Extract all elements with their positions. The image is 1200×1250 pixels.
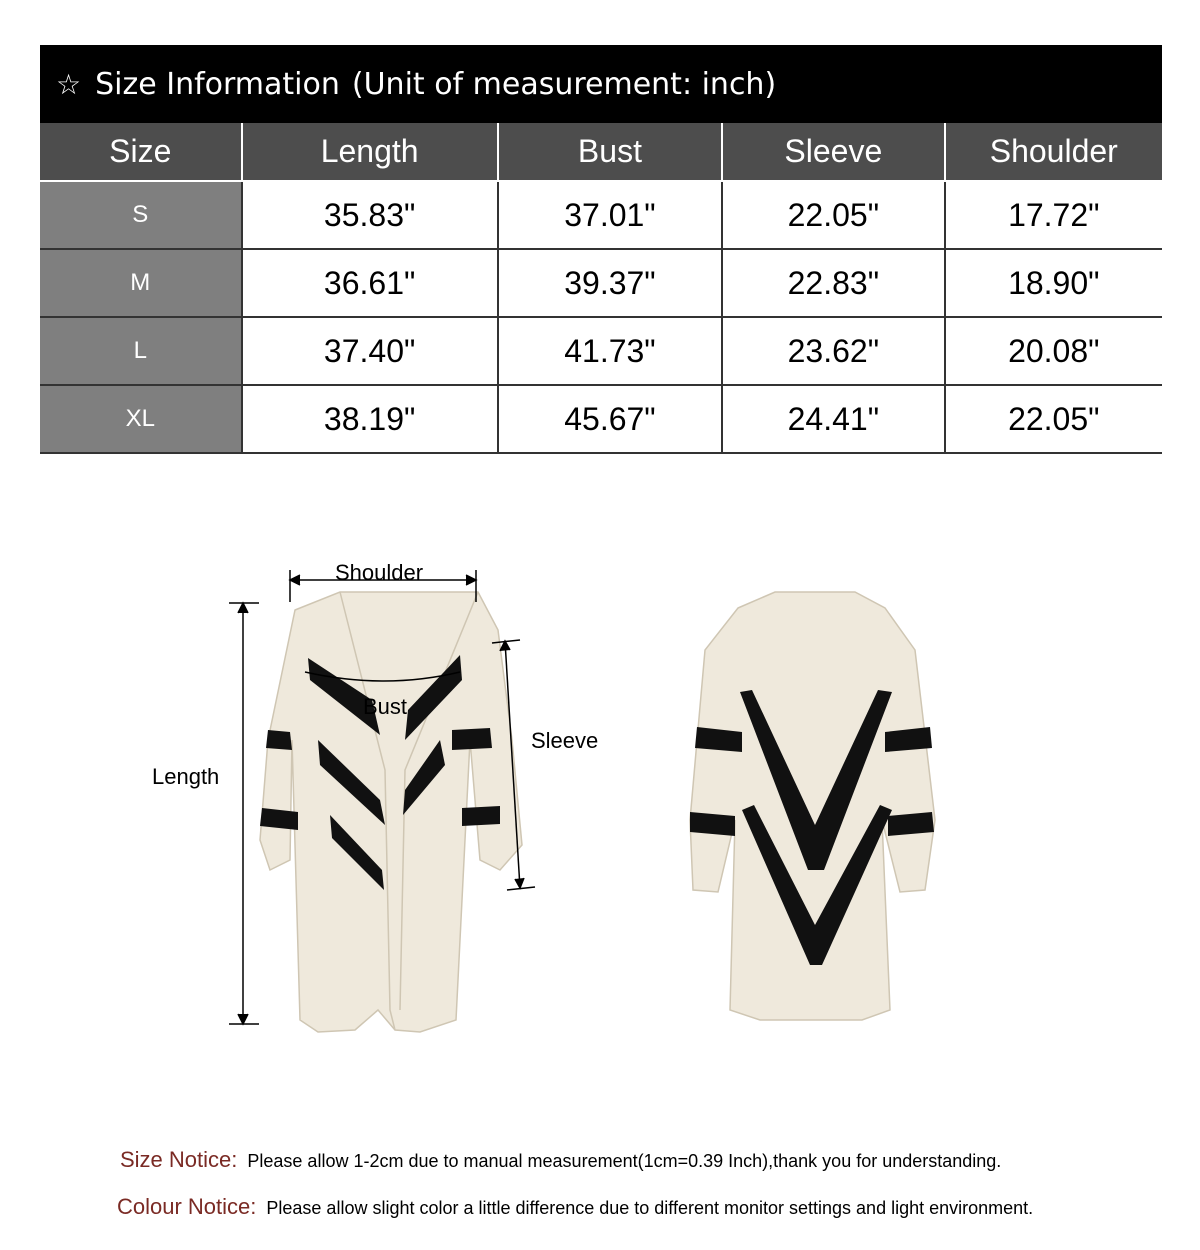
table-unit: (Unit of measurement: inch) [351, 66, 777, 102]
shoulder-cell: 22.05" [944, 386, 1162, 452]
table-row [40, 318, 1162, 386]
bust-cell: 45.67" [497, 386, 721, 452]
column-header-row [40, 123, 1162, 182]
shoulder-label: Shoulder [335, 560, 424, 585]
table-row [40, 250, 1162, 318]
table-row [40, 182, 1162, 250]
back-cardigan-image [690, 592, 935, 1020]
column-header-size: Size [40, 123, 241, 180]
colour-notice-title: Colour Notice: [117, 1194, 257, 1219]
size-cell: XL [40, 386, 241, 452]
colour-notice [117, 1194, 1033, 1220]
size-cell: M [40, 250, 241, 316]
table-title-bar [40, 45, 1162, 123]
shoulder-cell: 18.90" [944, 250, 1162, 316]
bust-cell: 41.73" [497, 318, 721, 384]
measurement-diagram [0, 540, 1200, 1060]
length-cell: 36.61" [241, 250, 497, 316]
sleeve-cell: 23.62" [721, 318, 943, 384]
bust-label: Bust [363, 694, 408, 719]
length-cell: 35.83" [241, 182, 497, 248]
size-notice [120, 1147, 1001, 1173]
front-cardigan-image [260, 592, 522, 1032]
sleeve-cell: 22.05" [721, 182, 943, 248]
length-cell: 37.40" [241, 318, 497, 384]
length-arrow [229, 603, 259, 1024]
sleeve-label: Sleeve [531, 728, 599, 753]
column-header-shoulder: Shoulder [944, 123, 1162, 180]
sleeve-cell: 24.41" [721, 386, 943, 452]
size-notice-text: Please allow 1-2cm due to manual measurement(1cm=0.39 Inch),thank you for understanding. [247, 1151, 1002, 1171]
garment-illustrations [0, 540, 1200, 1060]
table-row [40, 386, 1162, 454]
bust-cell: 39.37" [497, 250, 721, 316]
length-cell: 38.19" [241, 386, 497, 452]
length-label: Length [152, 764, 220, 789]
shoulder-cell: 17.72" [944, 182, 1162, 248]
column-header-length: Length [241, 123, 497, 180]
table-title: Size Information [95, 66, 340, 102]
sleeve-cell: 22.83" [721, 250, 943, 316]
column-header-sleeve: Sleeve [721, 123, 943, 180]
colour-notice-text: Please allow slight color a little difference due to different monitor settings and light environment. [266, 1198, 1034, 1218]
bust-cell: 37.01" [497, 182, 721, 248]
size-cell: S [40, 182, 241, 248]
size-cell: L [40, 318, 241, 384]
size-notice-title: Size Notice: [120, 1147, 238, 1172]
star-icon: ☆ [56, 67, 82, 101]
shoulder-cell: 20.08" [944, 318, 1162, 384]
size-table [40, 45, 1162, 454]
column-header-bust: Bust [497, 123, 721, 180]
